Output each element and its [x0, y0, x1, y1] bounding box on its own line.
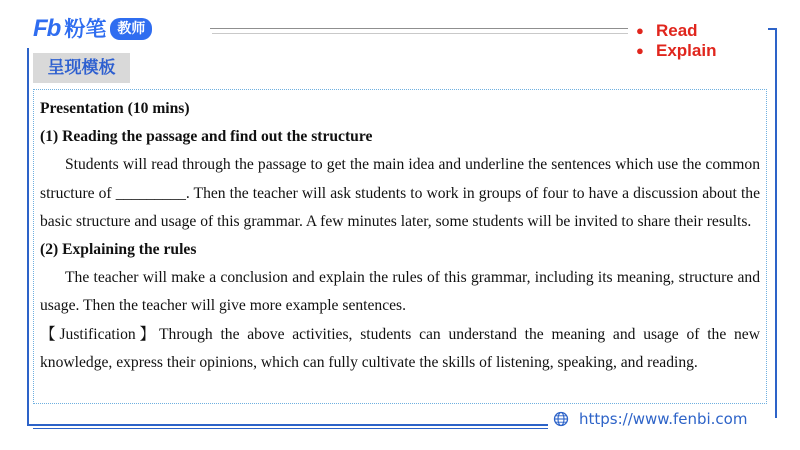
legend — [636, 21, 716, 61]
fenbi-logo — [33, 16, 152, 42]
top-divider — [210, 28, 628, 29]
content-box — [33, 89, 767, 404]
footer-url[interactable] — [553, 408, 747, 430]
subheading-reading: (1) Reading the passage and find out the structure — [40, 128, 373, 146]
paragraph-reading: Students will read through the passage to get the main idea and underline the sentences which use the common structure of _________. Then the teacher will ask students to work in groups of four to have a discussion about the basic structure and usage of this grammar. A few minutes later, some students will be invited to share their results. — [40, 156, 760, 230]
bullet-icon: ● — [636, 23, 644, 38]
paragraph-justification: 【Justification】Through the above activities, students can understand the meaning and usage of the new knowledge, express their opinions, which can fully cultivate the skills of listening, speaking, and reading. — [40, 325, 760, 371]
globe-icon — [553, 411, 569, 427]
top-divider-secondary — [212, 33, 628, 34]
content-heading: Presentation (10 mins) — [40, 100, 190, 117]
right-frame-bracket — [768, 28, 777, 418]
logo-badge: 教师 — [110, 18, 152, 40]
bottom-frame-line — [27, 424, 548, 426]
logo-name: 粉笔 — [64, 17, 107, 41]
left-frame-line — [27, 48, 29, 426]
section-tag: 呈现模板 — [33, 53, 130, 83]
legend-item-read — [636, 21, 716, 41]
bottom-frame-line-secondary — [33, 428, 548, 429]
logo-mark: Fb — [33, 15, 61, 42]
legend-label: Read — [656, 21, 698, 40]
legend-label: Explain — [656, 41, 717, 60]
paragraph-explaining: The teacher will make a conclusion and explain the rules of this grammar, including its meaning, structure and usage. Then the teacher will give more example sentences. — [40, 269, 760, 315]
subheading-explaining: (2) Explaining the rules — [40, 241, 197, 259]
legend-item-explain — [636, 41, 716, 61]
footer-url-text: https://www.fenbi.com — [579, 410, 748, 428]
bullet-icon: ● — [636, 43, 644, 58]
